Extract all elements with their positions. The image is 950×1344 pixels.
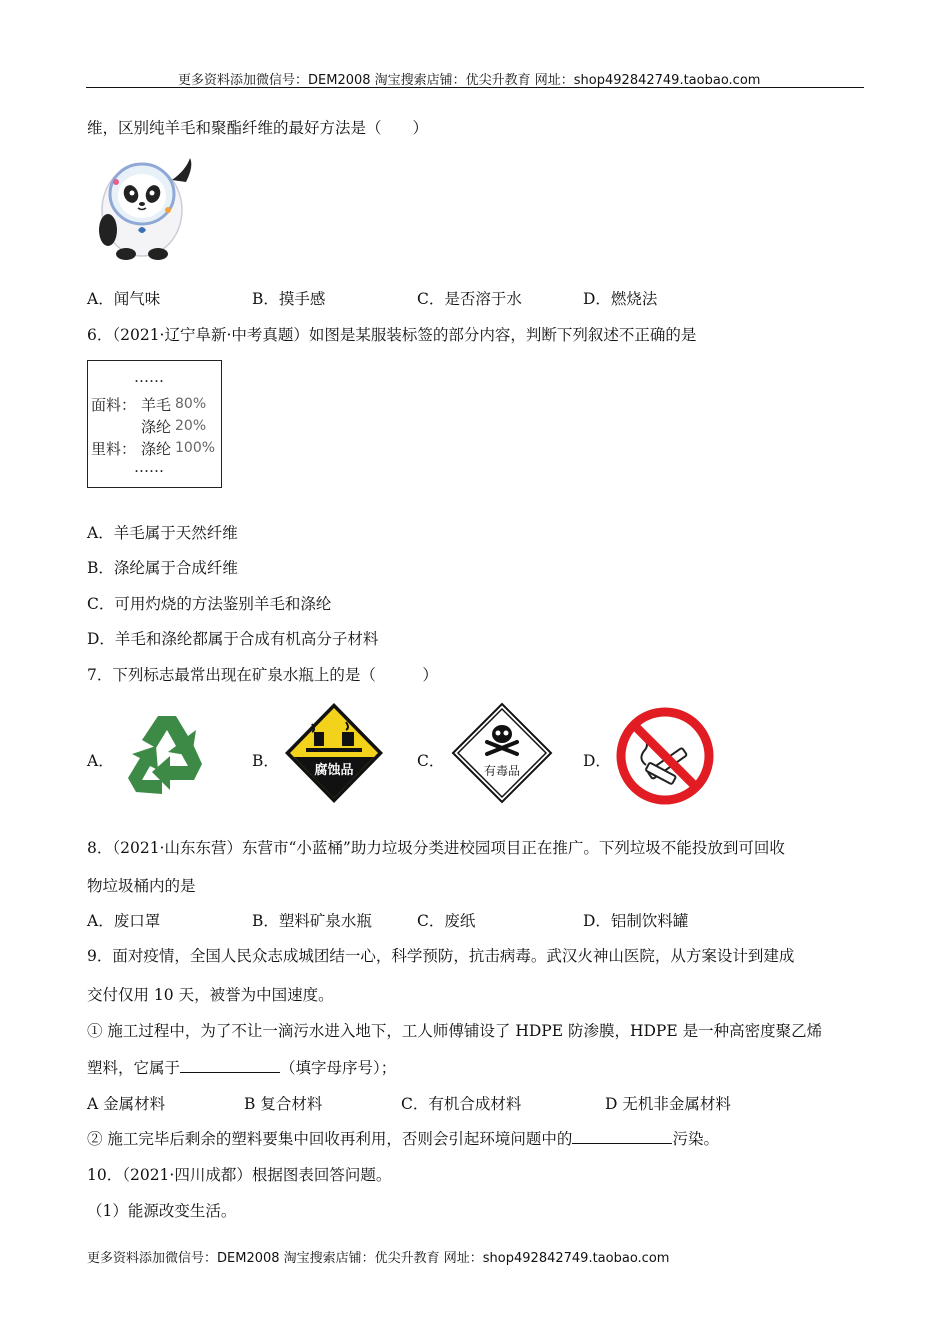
q6-option-a: A．羊毛属于天然纤维: [87, 524, 238, 542]
q8-option-d: D．铝制饮料罐: [583, 912, 689, 930]
q5-stem: 维，区别纯羊毛和聚酯纤维的最好方法是（ ）: [87, 119, 429, 137]
q8-option-a: A．废口罩: [87, 912, 161, 930]
q5-option-c: C．是否溶于水: [417, 290, 522, 308]
page-footer: 更多资料添加微信号：DEM2008 淘宝搜索店铺：优尖升教育 网址：shop492842749.taobao.com: [87, 1251, 670, 1266]
label-lining-pct: 100%: [175, 440, 216, 456]
q9-stem-line2: 交付仅用 10 天，被誉为中国速度。: [87, 986, 334, 1004]
q7-letter-c: C．: [417, 752, 445, 770]
q9-part1-suffix: （填字母序号）；: [280, 1059, 397, 1077]
q9-stem-line1: 9．面对疫情，全国人民众志成城团结一心，科学预防，抗击病毒。武汉火神山医院，从方案设计到建成: [87, 947, 795, 965]
q8-stem-line2: 物垃圾桶内的是: [87, 877, 196, 895]
q5-option-a: A．闻气味: [87, 290, 161, 308]
mascot-image: [86, 150, 198, 262]
q9-answer-blank-2[interactable]: [572, 1129, 672, 1144]
q7-letter-d: D．: [583, 752, 611, 770]
q10-stem: 10．（2021·四川成都）根据图表回答问题。: [87, 1166, 392, 1184]
q6-stem: 6．（2021·辽宁阜新·中考真题）如图是某服装标签的部分内容，判断下列叙述不正确的是: [87, 326, 697, 344]
label-lining: 里料：: [91, 440, 137, 458]
corrosive-sign-text: 腐蚀品: [314, 763, 354, 778]
q9-option-b: B 复合材料: [244, 1095, 323, 1113]
q8-option-b: B．塑料矿泉水瓶: [252, 912, 372, 930]
label-wool-pct: 80%: [175, 396, 207, 412]
q10-sub1: （1）能源改变生活。: [87, 1202, 237, 1220]
q6-option-d: D．羊毛和涤纶都属于合成有机高分子材料: [87, 630, 379, 648]
no-smoking-icon: [614, 707, 716, 805]
label-lining-material: 涤纶: [141, 440, 172, 458]
q9-part1-line2: [87, 1058, 396, 1078]
q5-option-d: D．燃烧法: [583, 290, 658, 308]
label-dots-bottom: ……: [134, 458, 164, 476]
q9-answer-blank-1[interactable]: [180, 1058, 280, 1073]
q9-option-c: C．有机合成材料: [401, 1095, 522, 1113]
recycle-icon: [118, 708, 214, 804]
q7-stem: 7．下列标志最常出现在矿泉水瓶上的是（ ）: [87, 666, 438, 684]
q6-option-b: B．涤纶属于合成纤维: [87, 559, 238, 577]
label-wool: 羊毛: [141, 396, 172, 414]
q9-option-a: A 金属材料: [87, 1095, 166, 1113]
q9-part1-line1: ① 施工过程中，为了不让一滴污水进入地下，工人师傅铺设了 HDPE 防渗膜，HDPE 是一种高密度聚乙烯: [87, 1022, 823, 1040]
q9-part2-prefix: ② 施工完毕后剩余的塑料要集中回收再利用，否则会引起环境问题中的: [87, 1130, 573, 1148]
label-dots-top: ……: [134, 368, 164, 386]
q8-stem-line1: 8．（2021·山东东营）东营市“小蓝桶”助力垃圾分类进校园项目正在推广。下列垃圾不能投放到可回收: [87, 839, 785, 857]
q7-letter-b: B．: [252, 752, 279, 770]
q9-part2: [87, 1129, 719, 1149]
q5-option-b: B．摸手感: [252, 290, 326, 308]
label-polyester-pct: 20%: [175, 418, 207, 434]
toxic-sign-text: 有毒品: [483, 764, 521, 778]
header-divider: [86, 87, 864, 88]
label-polyester: 涤纶: [141, 418, 172, 436]
q7-letter-a: A．: [87, 752, 114, 770]
q9-part1-prefix: 塑料，它属于: [87, 1059, 181, 1077]
corrosive-sign-icon: [284, 702, 384, 804]
q9-option-d: D 无机非金属材料: [605, 1095, 731, 1113]
label-fabric: 面料：: [91, 396, 137, 414]
q8-option-c: C．废纸: [417, 912, 476, 930]
q6-option-c: C．可用灼烧的方法鉴别羊毛和涤纶: [87, 595, 332, 613]
toxic-sign-icon: [451, 702, 553, 804]
page-header: 更多资料添加微信号：DEM2008 淘宝搜索店铺：优尖升教育 网址：shop492842749.taobao.com: [178, 73, 761, 88]
q9-part2-suffix: 污染。: [672, 1130, 719, 1148]
